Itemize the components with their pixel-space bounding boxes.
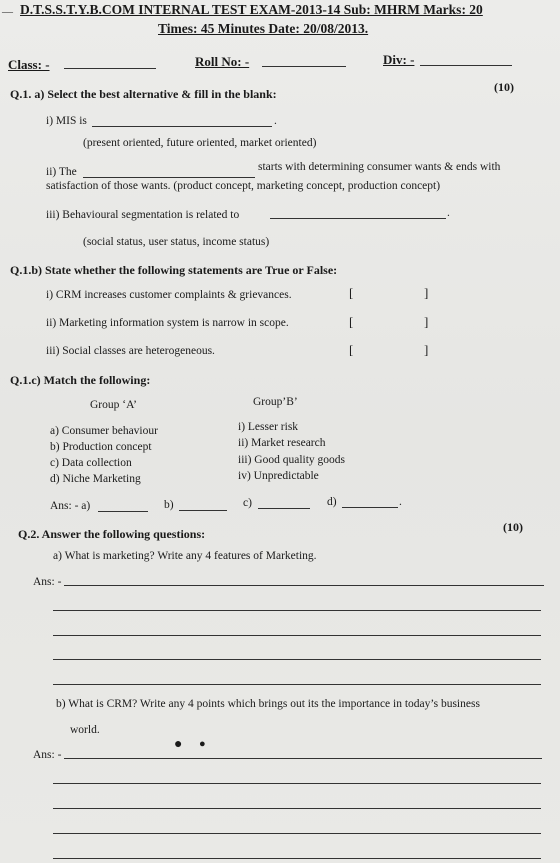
q1a-iii-blank[interactable]: [270, 218, 446, 219]
q1b-answer-1-close[interactable]: ]: [424, 285, 429, 300]
q1a-ii-rest: starts with determining consumer wants & ends with: [258, 161, 501, 173]
group-b-title: Group’B’: [253, 396, 298, 408]
div-label: Div: -: [383, 52, 415, 67]
q1a-iii-options: (social status, user status, income status): [83, 236, 270, 248]
group-b-item-2: ii) Market research: [238, 437, 326, 449]
q1b-heading: Q.1.b) State whether the following statements are True or False:: [10, 263, 338, 277]
q2b-answer-line-2[interactable]: [53, 783, 541, 784]
roll-no-blank[interactable]: [262, 66, 346, 67]
q1c-ans-a-blank[interactable]: [98, 511, 148, 512]
q2b-text: b) What is CRM? Write any 4 points which brings out its the importance in today’s business: [56, 698, 480, 710]
q1c-d-label: d): [327, 496, 337, 508]
q2b-answer-line-4[interactable]: [53, 833, 541, 834]
q2-heading: Q.2. Answer the following questions:: [18, 527, 206, 541]
class-blank[interactable]: [64, 68, 156, 69]
q1c-ans-b-blank[interactable]: [179, 510, 227, 511]
q1a-i-options: (present oriented, future oriented, market oriented): [83, 137, 317, 149]
q1b-item-2: ii) Marketing information system is narrow in scope.: [46, 317, 289, 329]
ink-blot-mark: ●: [174, 737, 183, 752]
q2a-answer-line-2[interactable]: [53, 610, 541, 611]
class-label: Class: -: [8, 57, 50, 72]
q1c-ans-d-blank[interactable]: [342, 507, 398, 508]
q2-marks: (10): [503, 520, 523, 534]
corner-mark: —: [2, 6, 13, 18]
q1a-iii-text: iii) Behavioural segmentation is related to: [46, 209, 240, 221]
q2a-ans-label: Ans: -: [33, 576, 62, 588]
group-a-item-4: d) Niche Marketing: [50, 473, 141, 485]
group-b-item-1: i) Lesser risk: [238, 421, 299, 433]
q1a-iii-end: .: [447, 207, 450, 219]
q2b-answer-line-1[interactable]: [64, 758, 542, 759]
q2b-ans-label: Ans: -: [33, 749, 62, 761]
q1b-item-3: iii) Social classes are heterogeneous.: [46, 345, 215, 357]
q1a-ii-text: ii) The: [46, 166, 77, 178]
q1b-answer-3-close[interactable]: ]: [424, 342, 429, 357]
q1b-answer-3-open[interactable]: [: [349, 342, 354, 357]
group-a-item-3: c) Data collection: [50, 457, 132, 469]
q1c-ans-label: Ans: - a): [50, 500, 91, 512]
ink-blot-mark-2: ●: [199, 738, 206, 750]
q1c-b-label: b): [164, 499, 174, 511]
q1a-heading: Q.1. a) Select the best alternative & fill in the blank:: [10, 87, 277, 101]
q1b-answer-1-open[interactable]: [: [349, 285, 354, 300]
q1c-end: .: [399, 496, 402, 508]
q2b-text-line2: world.: [70, 724, 100, 736]
q1b-answer-2-close[interactable]: ]: [424, 314, 429, 329]
q2a-text: a) What is marketing? Write any 4 features of Marketing.: [53, 550, 317, 562]
q1c-ans-c-blank[interactable]: [258, 508, 310, 509]
q2a-answer-line-3[interactable]: [53, 635, 541, 636]
group-b-item-4: iv) Unpredictable: [238, 470, 319, 482]
q1a-i-text: i) MIS is: [46, 115, 87, 127]
q1a-ii-blank[interactable]: [83, 177, 255, 178]
q2a-answer-line-5[interactable]: [53, 684, 541, 685]
q1a-i-end: .: [274, 115, 277, 127]
group-a-item-2: b) Production concept: [50, 441, 152, 453]
q2b-answer-line-5[interactable]: [53, 858, 541, 859]
q1a-i-blank[interactable]: [92, 126, 272, 127]
exam-subtitle: Times: 45 Minutes Date: 20/08/2013.: [158, 21, 369, 36]
q1a-marks: (10): [494, 80, 514, 94]
q1c-heading: Q.1.c) Match the following:: [10, 373, 151, 387]
q1b-answer-2-open[interactable]: [: [349, 314, 354, 329]
roll-no-label: Roll No: -: [195, 54, 250, 69]
group-b-item-3: iii) Good quality goods: [238, 454, 346, 466]
q2a-answer-line-4[interactable]: [53, 659, 541, 660]
q2a-answer-line-1[interactable]: [64, 585, 544, 586]
group-a-item-1: a) Consumer behaviour: [50, 425, 158, 437]
q1c-c-label: c): [243, 497, 252, 509]
q1b-item-1: i) CRM increases customer complaints & grievances.: [46, 289, 292, 301]
div-blank[interactable]: [420, 65, 512, 66]
q2b-answer-line-3[interactable]: [53, 808, 541, 809]
q1a-ii-line2: satisfaction of those wants. (product concept, marketing concept, production concept): [46, 180, 441, 192]
group-a-title: Group ‘A’: [90, 399, 137, 411]
exam-title: D.T.S.S.T.Y.B.COM INTERNAL TEST EXAM-2013-14 Sub: MHRM Marks: 20: [20, 2, 483, 17]
